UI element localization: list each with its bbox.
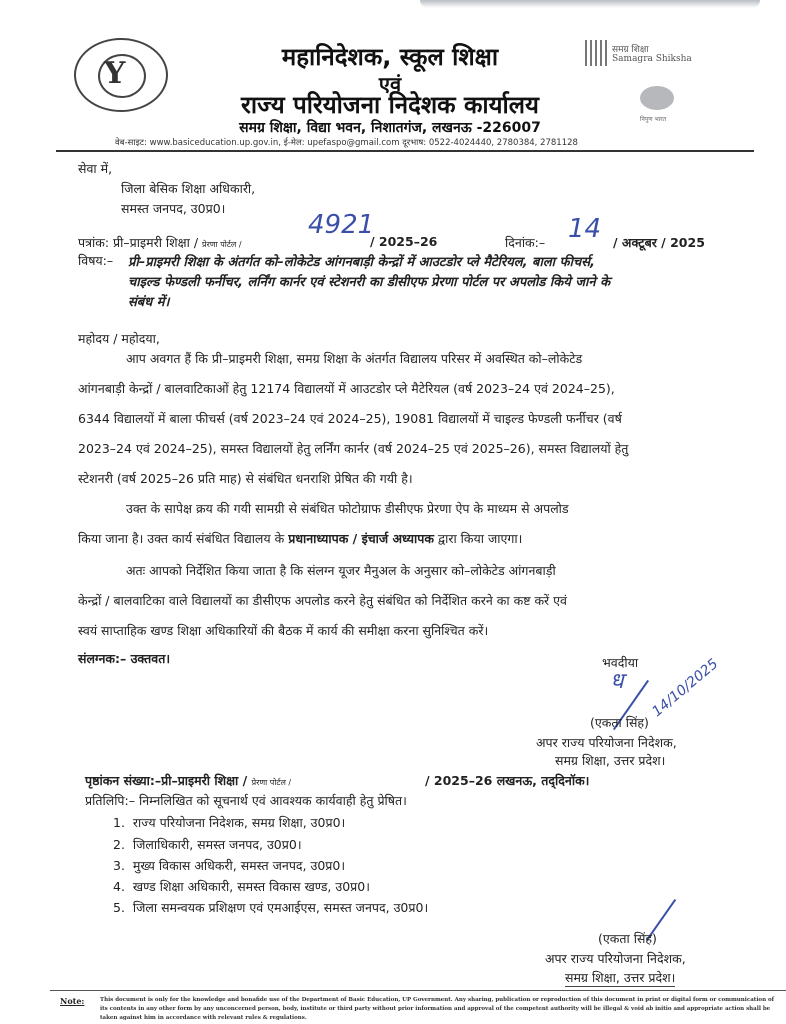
up-government-emblem: Y: [74, 38, 168, 112]
samagra-shiksha-logo-icon: [585, 40, 609, 66]
patrank-portal: प्रेरणा पोर्टल /: [202, 240, 242, 249]
patrank-label: पत्रांक: प्री–प्राइमरी शिक्षा /: [78, 235, 199, 250]
month-year: / अक्टूबर / 2025: [613, 235, 705, 250]
para1-line: आप अवगत हैं कि प्री–प्राइमरी शिक्षा, समग्र शिक्षा के अंतर्गत विद्यालय परिसर में अवस्थित को–लोकेटेड: [126, 351, 583, 366]
addressee-line-1: जिला बेसिक शिक्षा अधिकारी,: [121, 181, 256, 196]
signatory-org: समग्र शिक्षा, उत्तर प्रदेश।: [555, 753, 666, 768]
endorsement-label: पृष्ठांकन संख्या:–प्री–प्राइमरी शिक्षा /: [85, 773, 248, 788]
signatory-designation: अपर राज्य परियोजना निदेशक,: [536, 735, 677, 750]
closing: भवदीया: [602, 655, 639, 670]
endorsement-portal: प्रेरणा पोर्टल /: [251, 778, 292, 787]
letterhead-divider: [56, 150, 754, 152]
signature-date: 14/10/2025: [649, 655, 722, 721]
samagra-logo-hindi: समग्र शिक्षा: [612, 45, 649, 55]
signatory-org-2: समग्र शिक्षा, उत्तर प्रदेश।: [565, 970, 676, 985]
letterhead-address: समग्र शिक्षा, विद्या भवन, निशातगंज, लखनऊ -226007: [239, 120, 541, 136]
letterhead-title-2: एवं: [378, 72, 402, 96]
addressee-line-2: समस्त जनपद, उ0प्र0।: [121, 201, 226, 216]
letterhead-title-3: राज्य परियोजना निदेशक कार्यालय: [241, 91, 539, 119]
para1-line: स्टेशनरी (वर्ष 2025–26 प्रति माह) से संबंधित धनराशि प्रेषित की गयी है।: [78, 471, 413, 486]
para2-text-b: द्वारा किया जाएगा।: [433, 531, 523, 546]
subject-line-1: प्री–प्राइमरी शिक्षा के अंतर्गत को–लोकेटेड आंगनबाड़ी केन्द्रों में आउटडोर प्ले मैटेरियल, बाला फीचर्स,: [128, 255, 595, 270]
para2-line-2: [78, 530, 522, 547]
subject-line-3: संबंध में।: [128, 295, 170, 310]
handwritten-day: 14: [568, 214, 602, 244]
reference-line: [78, 234, 242, 251]
endorsement-line: [85, 772, 291, 789]
copy-list-item: 2. जिलाधिकारी, समस्त जनपद, उ0प्र0।: [113, 837, 302, 852]
para1-line: 6344 विद्यालयों में बाला फीचर्स (वर्ष 2023–24 एवं 2024–25), 19081 विद्यालयों में चाइल्ड फेण्डली फर्नीचर (वर्ष: [78, 411, 622, 426]
para2-text-bold: प्रधानाध्यापक / इंचार्ज अध्यापक: [288, 531, 434, 546]
copy-list-item: 5. जिला समन्वयक प्रशिक्षण एवं एमआईएस, समस्त जनपद, उ0प्र0।: [113, 900, 429, 915]
signatory-name-2: (एकता सिंह): [598, 931, 657, 946]
endorsement-tail: / 2025–26 लखनऊ, तद्‌दिनॉक।: [425, 773, 590, 788]
signatory-name: (एकता सिंह): [590, 715, 649, 730]
copy-list-item: 4. खण्ड शिक्षा अधिकारी, समस्त विकास खण्ड, उ0प्र0।: [113, 879, 370, 894]
footer-note-text: This document is only for the knowledge and bonafide use of the Department of Basic Education, UP Government. Any sharing, publication or reproduction of this document in print or digital form or communication of its contents in any other form by any unconcerned person, body, institute or third party without prior information and approval of the competent authority will be illegal & void ab initio and appropriate action shall be taken against him in accordance with relevant rules & regulations.: [100, 997, 775, 1021]
letterhead-contact: वेब-साइट: www.basiceducation.up.gov.in, ई-मेल: upefaspo@gmail.com दूरभाष: 0522-4024440, 2780384, 2781128: [115, 138, 578, 148]
para1-line: आंगनबाड़ी केन्द्रों / बालवाटिकाओं हेतु 12174 विद्यालयों में आउटडोर प्ले मैटेरियल (वर्ष 2023–24 एवं 2024–25),: [78, 381, 615, 396]
nipun-bharat-logo-icon: [640, 86, 674, 110]
nipun-bharat-text: निपुण भारत: [640, 116, 667, 123]
footer-divider: [50, 990, 786, 991]
samagra-logo-english: Samagra Shiksha: [612, 54, 692, 64]
reference-year: / 2025–26: [370, 234, 438, 249]
letterhead-title-1: महानिदेशक, स्कूल शिक्षा: [281, 43, 499, 71]
para3-line: केन्द्रों / बालवाटिका वाले विद्यालयों का डीसीएफ अपलोड करने हेतु संबंधित को निर्देशित करने का कष्ट करें एवं: [78, 593, 568, 608]
para3-line: स्वयं साप्ताहिक खण्ड शिक्षा अधिकारियों की बैठक में कार्य की समीक्षा करना सुनिश्चित करें।: [78, 623, 489, 638]
enclosure: संलग्नक:– उक्तवत।: [78, 651, 171, 666]
salutation: सेवा में,: [78, 161, 113, 176]
para3-line: अतः आपको निर्देशित किया जाता है कि संलग्न यूजर मैनुअल के अनुसार को–लोकेटेड आंगनबाड़ी: [126, 563, 556, 578]
copy-intro: प्रतिलिपि:– निम्नलिखित को सूचनार्थ एवं आवश्यक कार्यवाही हेतु प्रेषित।: [85, 793, 407, 808]
date-label: दिनांक:–: [505, 235, 546, 250]
para1-line: 2023–24 एवं 2024–25), समस्त विद्यालयों हेतु लर्निंग कार्नर (वर्ष 2024–25 एवं 2025–26), समस्त विद्यालयों हेतु: [78, 441, 629, 456]
para2-line-1: उक्त के सापेक्ष क्रय की गयी सामग्री से संबंधित फोटोग्राफ डीसीएफ प्रेरणा ऐप के माध्यम से अपलोड: [126, 501, 569, 516]
greeting: महोदय / महोदया,: [78, 331, 160, 346]
para2-text-a: किया जाना है। उक्त कार्य संबंधित विद्यालय के: [78, 531, 289, 546]
signatory-designation-2: अपर राज्य परियोजना निदेशक,: [545, 951, 686, 966]
subject-label: विषय:–: [78, 253, 114, 268]
scan-shadow: [420, 0, 760, 8]
copy-list-item: 1. राज्य परियोजना निदेशक, समग्र शिक्षा, उ0प्र0।: [113, 815, 346, 830]
subject-line-2: चाइल्ड फेण्डली फर्नीचर, लर्निंग कार्नर एवं स्टेशनरी का डीसीएफ प्रेरणा पोर्टल पर अपलोड किये जाने के: [128, 275, 611, 290]
copy-list-item: 3. मुख्य विकास अधिकरी, समस्त जनपद, उ0प्र0।: [113, 858, 346, 873]
handwritten-letter-number: 4921: [308, 210, 375, 240]
signature-scribble: ध: [610, 669, 624, 694]
footer-note-label: Note:: [60, 996, 85, 1006]
